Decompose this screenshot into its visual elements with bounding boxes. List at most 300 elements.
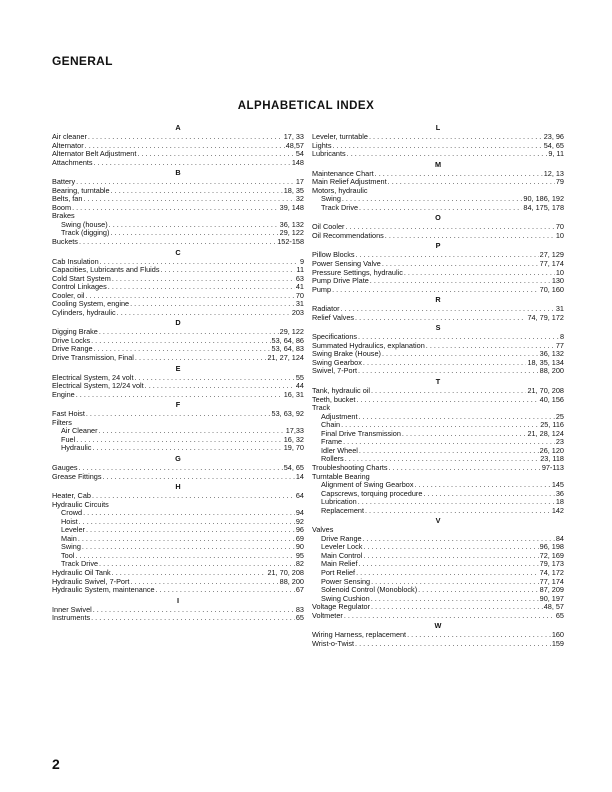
- dot-leader: [72, 204, 279, 213]
- index-letter-heading: I: [176, 595, 180, 605]
- index-page-refs: 70: [295, 290, 304, 300]
- index-term: Rollers: [321, 454, 344, 464]
- dot-leader: [135, 374, 295, 383]
- index-term: Motors, hydraulic: [312, 185, 368, 195]
- index-term: Pillow Blocks: [312, 250, 355, 260]
- index-term: Leveler: [61, 525, 85, 535]
- index-term: Main Relief Adjustment: [312, 177, 387, 187]
- dot-leader: [75, 552, 294, 561]
- section-header: GENERAL: [52, 54, 113, 68]
- index-page-refs: 83: [295, 604, 304, 614]
- index-term: Main: [61, 533, 77, 543]
- dot-leader: [375, 170, 543, 179]
- index-page-refs: 54, 65: [543, 140, 564, 150]
- dot-leader: [111, 187, 283, 196]
- index-letter-heading: D: [175, 318, 181, 328]
- index-page-refs: 21, 70, 208: [267, 567, 304, 577]
- index-term: Swivel, 7-Port: [312, 366, 358, 376]
- index-page-refs: 69: [295, 533, 304, 543]
- index-entry: [52, 586, 304, 595]
- dot-leader: [92, 492, 295, 501]
- index-page-refs: 25: [555, 411, 564, 421]
- index-page-refs: 48,57: [285, 140, 304, 150]
- dot-leader: [356, 396, 538, 405]
- dot-leader: [359, 413, 555, 422]
- index-term: Drive Range: [321, 533, 362, 543]
- dot-leader: [102, 473, 294, 482]
- index-entry: [312, 150, 564, 159]
- index-subentry: [312, 430, 564, 439]
- dot-leader: [371, 387, 526, 396]
- dot-leader: [156, 586, 295, 595]
- index-page-refs: 48, 57: [543, 602, 564, 612]
- index-term: Alignment of Swing Gearbox: [321, 480, 414, 490]
- index-page-refs: 82: [295, 559, 304, 569]
- index-letter-heading: M: [434, 159, 442, 169]
- index-page-refs: 84: [555, 533, 564, 543]
- dot-leader: [79, 238, 276, 247]
- index-entry: [52, 238, 304, 247]
- index-term: Idler Wheel: [321, 445, 358, 455]
- index-page-refs: 10: [555, 267, 564, 277]
- dot-leader: [86, 410, 271, 419]
- dot-leader: [423, 490, 554, 499]
- index-entry: [312, 314, 564, 323]
- index-letter-heading: L: [435, 123, 441, 132]
- index-page-refs: 16, 32: [283, 434, 304, 444]
- index-term: Power Sensing Valve: [312, 259, 381, 269]
- index-entry: [52, 473, 304, 482]
- index-page-refs: 11: [296, 265, 304, 275]
- dot-leader: [83, 509, 295, 518]
- index-page-refs: 9: [299, 256, 304, 266]
- index-subentry: [52, 518, 304, 527]
- index-page-refs: 21, 27, 124: [267, 353, 304, 363]
- index-term: Swing: [321, 194, 341, 204]
- index-page-refs: 29, 122: [279, 327, 304, 337]
- index-term: Air cleaner: [52, 132, 87, 141]
- index-page-refs: 31: [295, 299, 304, 309]
- index-subentry: [52, 526, 304, 535]
- dot-leader: [344, 612, 555, 621]
- index-page-refs: 9, 11: [548, 149, 564, 159]
- dot-leader: [130, 300, 295, 309]
- dot-leader: [371, 595, 539, 604]
- index-page-refs: 95: [295, 550, 304, 560]
- index-term: Swing (house): [61, 219, 108, 229]
- index-column-right: [312, 122, 564, 648]
- dot-leader: [358, 367, 539, 376]
- index-page-refs: 84, 175, 178: [523, 202, 564, 212]
- index-term: Summated Hydraulics, explanation: [312, 340, 425, 350]
- index-term: Cooling System, engine: [52, 299, 130, 309]
- index-letter-heading: W: [434, 621, 442, 631]
- index-page-refs: 88, 200: [279, 576, 304, 586]
- index-term: Lubrication: [321, 497, 357, 507]
- dot-leader: [382, 260, 539, 269]
- dot-leader: [112, 569, 267, 578]
- index-page-refs: 70, 160: [539, 284, 564, 294]
- dot-leader: [358, 498, 555, 507]
- index-term: Digging Brake: [52, 327, 98, 337]
- index-letter-heading: G: [175, 453, 181, 463]
- index-term: Wiring Harness, replacement: [312, 630, 407, 640]
- index-subentry: [52, 543, 304, 552]
- index-entry: [312, 133, 564, 142]
- dot-leader: [99, 560, 295, 569]
- index-term: Pump Drive Plate: [312, 276, 369, 286]
- index-term: Drive Locks: [52, 335, 91, 345]
- dot-leader: [78, 535, 295, 544]
- dot-leader: [117, 309, 291, 318]
- index-page-refs: 14: [295, 471, 304, 481]
- index-term: Relief Valves: [312, 312, 355, 322]
- dot-leader: [385, 232, 555, 241]
- index-entry: [52, 614, 304, 623]
- index-term: Replacement: [321, 505, 364, 515]
- index-term: Drive Transmission, Final: [52, 353, 134, 363]
- index-column-left: [52, 122, 304, 623]
- index-term: Belts, fan: [52, 194, 83, 204]
- index-term: Cooler, oil: [52, 290, 85, 300]
- index-page-refs: 21, 28, 124: [527, 428, 564, 438]
- dot-leader: [359, 447, 539, 456]
- index-page-refs: 10: [555, 230, 564, 240]
- dot-leader: [76, 436, 283, 445]
- index-page-refs: 36, 132: [539, 349, 564, 359]
- dot-leader: [359, 204, 522, 213]
- index-page-refs: 41: [295, 282, 304, 292]
- index-page-refs: 160: [551, 630, 564, 640]
- index-term: Crowd: [61, 508, 83, 518]
- index-term: Main Control: [321, 550, 363, 560]
- dot-leader: [363, 552, 538, 561]
- index-entry: [312, 396, 564, 405]
- index-page-refs: 25, 116: [540, 420, 564, 430]
- dot-leader: [356, 251, 539, 260]
- index-page-refs: 79: [555, 177, 564, 187]
- index-page-refs: 90: [295, 542, 304, 552]
- index-term: Swing Brake (House): [312, 349, 381, 359]
- index-term: Adjustment: [321, 411, 358, 421]
- index-term: Cab Insulation: [52, 256, 99, 266]
- dot-leader: [94, 159, 291, 168]
- index-page-refs: 27, 129: [539, 250, 564, 260]
- index-page-refs: 17: [295, 177, 304, 187]
- index-term: Valves: [312, 525, 334, 535]
- index-page-refs: 32: [295, 194, 304, 204]
- index-term: Cylinders, hydraulic: [52, 307, 116, 317]
- dot-leader: [356, 569, 539, 578]
- index-entry: [52, 195, 304, 204]
- index-page-refs: 36: [555, 488, 564, 498]
- index-page-refs: 17,33: [285, 426, 304, 436]
- index-term: Lubricants: [312, 149, 346, 159]
- index-term: Leveler, turntable: [312, 132, 368, 141]
- index-page-refs: 70: [555, 222, 564, 232]
- index-term: Boom: [52, 202, 72, 212]
- dot-leader: [414, 481, 550, 490]
- dot-leader: [108, 283, 295, 292]
- index-page-refs: 53, 64, 86: [271, 335, 304, 345]
- index-entry: [52, 133, 304, 142]
- dot-leader: [418, 586, 539, 595]
- index-term: Attachments: [52, 157, 93, 167]
- index-page-refs: 130: [551, 276, 564, 286]
- index-term: Track Drive: [321, 202, 359, 212]
- index-page-refs: 96, 198: [539, 542, 564, 552]
- index-page-refs: 90, 186, 192: [523, 194, 564, 204]
- index-page-refs: 77, 174: [539, 576, 564, 586]
- index-entry: [52, 354, 304, 363]
- index-subentry: [52, 509, 304, 518]
- index-term: Electrical System, 24 volt: [52, 372, 134, 382]
- index-page-refs: 18, 35, 134: [527, 357, 564, 367]
- dot-leader: [86, 526, 295, 535]
- index-term: Grease Fittings: [52, 471, 102, 481]
- index-entry: [312, 603, 564, 612]
- dot-leader: [332, 286, 539, 295]
- index-subentry: [312, 447, 564, 456]
- index-title: ALPHABETICAL INDEX: [237, 100, 375, 112]
- dot-leader: [369, 133, 543, 142]
- index-subentry: [312, 204, 564, 213]
- index-page-refs: 54, 65: [283, 462, 304, 472]
- index-group-heading: [52, 501, 304, 510]
- index-term: Alternator: [52, 140, 84, 150]
- index-page-refs: 44: [295, 381, 304, 391]
- dot-leader: [363, 535, 555, 544]
- index-term: Oil Cooler: [312, 222, 345, 232]
- index-page-refs: 26, 120: [539, 445, 564, 455]
- dot-leader: [407, 631, 551, 640]
- index-term: Voltmeter: [312, 610, 343, 620]
- index-letter-heading: B: [175, 168, 181, 178]
- index-page-refs: 67: [295, 585, 304, 595]
- index-entry: [52, 382, 304, 391]
- index-page-refs: 72, 169: [539, 550, 564, 560]
- index-letter-heading: S: [435, 323, 441, 333]
- index-page-refs: 17, 33: [283, 132, 304, 141]
- index-page-refs: 54: [295, 149, 304, 159]
- index-page-refs: 92: [295, 516, 304, 526]
- index-page-refs: 36, 132: [279, 219, 304, 229]
- index-term: Cold Start System: [52, 273, 111, 283]
- index-letter-heading: C: [175, 247, 181, 257]
- index-page-refs: 21, 70, 208: [527, 386, 564, 396]
- index-page-refs: 77: [555, 340, 564, 350]
- index-term: Tool: [61, 550, 75, 560]
- index-entry: [312, 142, 564, 151]
- index-page-refs: 90, 197: [539, 593, 564, 603]
- index-term: Wrist-o-Twist: [312, 638, 355, 648]
- dot-leader: [82, 543, 295, 552]
- index-subentry: [312, 507, 564, 516]
- index-page-refs: 31: [555, 304, 564, 314]
- index-entry: [52, 159, 304, 168]
- index-term: Turntable Bearing: [312, 471, 370, 481]
- index-entry: [52, 391, 304, 400]
- index-page-refs: 23, 118: [540, 454, 564, 464]
- index-page-refs: 152-158: [277, 237, 304, 247]
- index-entry: [312, 232, 564, 241]
- index-term: Radiator: [312, 304, 340, 314]
- index-term: Drive Range: [52, 344, 93, 354]
- dot-leader: [341, 305, 555, 314]
- index-entry: [312, 286, 564, 295]
- index-page-refs: 12, 13: [543, 168, 564, 178]
- index-term: Track (digging): [61, 228, 110, 238]
- dot-leader: [83, 195, 294, 204]
- index-term: Heater, Cab: [52, 491, 91, 501]
- dot-leader: [112, 275, 295, 284]
- index-letter-heading: O: [435, 213, 441, 223]
- dot-leader: [332, 142, 542, 151]
- dot-leader: [355, 640, 551, 649]
- index-term: Electrical System, 12/24 volt: [52, 381, 144, 391]
- dot-leader: [363, 359, 527, 368]
- index-page-refs: 64: [295, 491, 304, 501]
- index-letter-heading: P: [435, 241, 441, 251]
- index-page-refs: 145: [551, 480, 564, 490]
- index-entry: [312, 367, 564, 376]
- dot-leader: [93, 606, 295, 615]
- index-term: Fast Hoist: [52, 409, 85, 419]
- index-letter-heading: T: [435, 377, 441, 387]
- index-term: Lights: [312, 140, 332, 150]
- index-subentry: [52, 444, 304, 453]
- dot-leader: [92, 444, 282, 453]
- index-term: Gauges: [52, 462, 78, 472]
- index-term: Hoist: [61, 516, 78, 526]
- index-page-refs: 16, 31: [283, 389, 304, 399]
- index-term: Hydraulic System, maintenance: [52, 585, 155, 595]
- index-term: Air Cleaner: [61, 426, 98, 436]
- index-term: Filters: [52, 417, 72, 427]
- index-term: Leveler Lock: [321, 542, 363, 552]
- index-page-refs: 18: [555, 497, 564, 507]
- dot-leader: [99, 328, 279, 337]
- index-page-refs: 39, 148: [279, 202, 304, 212]
- index-page-refs: 88, 200: [539, 366, 564, 376]
- index-page-refs: 23: [555, 437, 564, 447]
- index-entry: [52, 309, 304, 318]
- index-term: Alternator Belt Adjustment: [52, 149, 137, 159]
- index-term: Hydraulic Circuits: [52, 499, 109, 509]
- index-page-refs: 142: [551, 505, 564, 515]
- index-page-refs: 148: [291, 157, 304, 167]
- dot-leader: [404, 269, 555, 278]
- dot-leader: [135, 354, 267, 363]
- index-term: Final Drive Transmission: [321, 428, 401, 438]
- dot-leader: [110, 229, 278, 238]
- dot-leader: [91, 614, 295, 623]
- index-entry: [312, 640, 564, 649]
- index-term: Power Sensing: [321, 576, 371, 586]
- index-page-refs: 19, 70: [283, 443, 304, 453]
- index-subentry: [52, 427, 304, 436]
- index-term: Frame: [321, 437, 343, 447]
- index-entry: [52, 283, 304, 292]
- dot-leader: [382, 350, 539, 359]
- index-subentry: [52, 535, 304, 544]
- index-term: Brakes: [52, 211, 75, 221]
- index-page-refs: 40, 156: [539, 394, 564, 404]
- index-letter-heading: H: [175, 482, 181, 492]
- index-entry: [52, 204, 304, 213]
- index-entry: [52, 410, 304, 419]
- index-term: Swing Gearbox: [312, 357, 362, 367]
- index-letter-heading: V: [435, 516, 441, 526]
- index-term: Solenoid Control (Monoblock): [321, 585, 418, 595]
- index-term: Buckets: [52, 237, 78, 247]
- index-term: Swing Cushion: [321, 593, 370, 603]
- dot-leader: [109, 221, 279, 230]
- index-term: Capscrews, torquing procedure: [321, 488, 423, 498]
- dot-leader: [88, 133, 283, 142]
- dot-leader: [91, 337, 270, 346]
- index-page-refs: 53, 63, 92: [271, 409, 304, 419]
- index-page-refs: 159: [551, 638, 564, 648]
- index-page-refs: 18, 35: [283, 185, 304, 195]
- index-term: Hydraulic Swivel, 7-Port: [52, 576, 130, 586]
- dot-leader: [426, 342, 555, 351]
- dot-leader: [370, 277, 551, 286]
- dot-leader: [343, 438, 555, 447]
- index-term: Maintenance Chart: [312, 168, 374, 178]
- index-page-refs: 96: [295, 525, 304, 535]
- dot-leader: [389, 464, 541, 473]
- index-term: Bearing, turntable: [52, 185, 110, 195]
- index-page-refs: 74, 172: [539, 567, 564, 577]
- dot-leader: [402, 430, 527, 439]
- dot-leader: [355, 314, 526, 323]
- index-term: Control Linkages: [52, 282, 107, 292]
- index-page-refs: 94: [295, 508, 304, 518]
- index-page-refs: 65: [295, 613, 304, 623]
- dot-leader: [363, 543, 538, 552]
- index-term: Track: [312, 403, 330, 413]
- index-term: Pressure Settings, hydraulic: [312, 267, 403, 277]
- index-term: Instruments: [52, 613, 91, 623]
- index-term: Track Drive: [61, 559, 99, 569]
- index-page-refs: 77, 174: [539, 259, 564, 269]
- index-page-refs: 63: [295, 273, 304, 283]
- index-term: Swing: [61, 542, 81, 552]
- index-page-refs: 74, 79, 172: [527, 312, 564, 322]
- index-letter-heading: A: [175, 123, 181, 132]
- index-page-refs: 23, 96: [543, 132, 564, 141]
- index-term: Pump: [312, 284, 332, 294]
- dot-leader: [371, 603, 543, 612]
- dot-leader: [359, 560, 539, 569]
- dot-leader: [342, 195, 523, 204]
- index-subentry: [312, 413, 564, 422]
- index-entry: [312, 612, 564, 621]
- index-page-refs: 55: [295, 372, 304, 382]
- page-number: 2: [52, 756, 60, 772]
- dot-leader: [347, 150, 548, 159]
- index-term: Port Relief: [321, 567, 356, 577]
- index-letter-heading: F: [175, 400, 181, 410]
- dot-leader: [145, 382, 295, 391]
- index-term: Voltage Regulator: [312, 602, 371, 612]
- index-term: Main Relief: [321, 559, 358, 569]
- index-page-refs: 97-113: [541, 462, 564, 472]
- dot-leader: [160, 266, 295, 275]
- index-term: Hydraulic Oil Tank: [52, 567, 111, 577]
- dot-leader: [137, 150, 295, 159]
